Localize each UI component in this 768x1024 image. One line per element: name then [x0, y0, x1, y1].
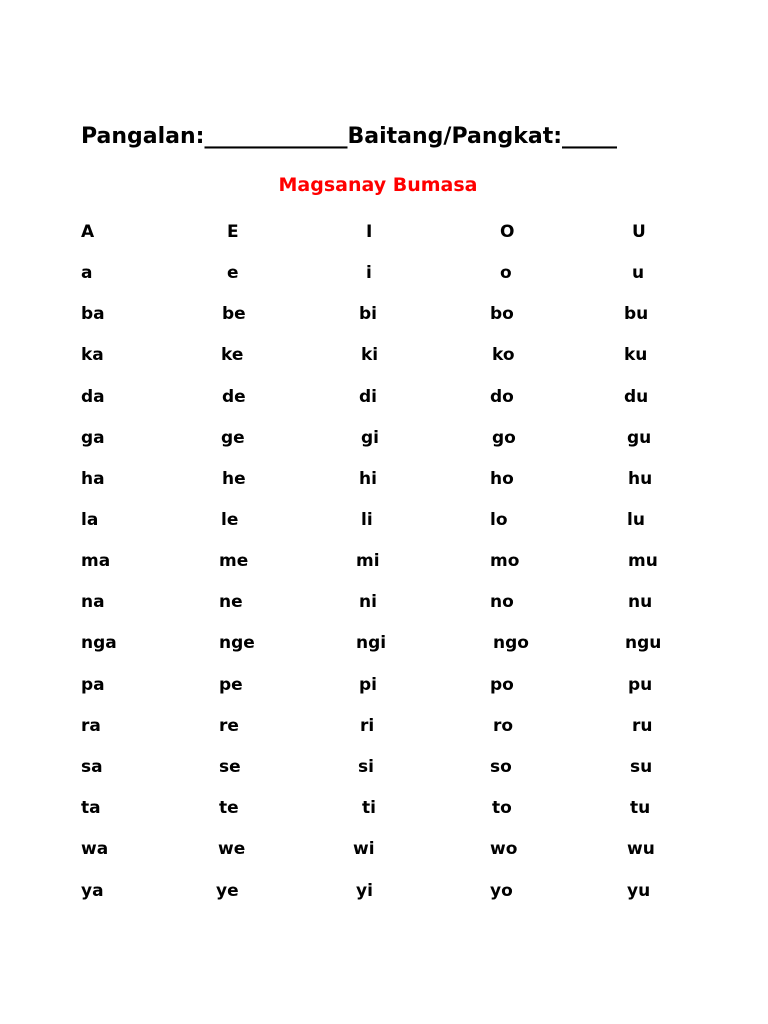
syllable-row: [0, 549, 768, 573]
syllable-cell: yi: [356, 881, 373, 901]
syllable-row: [0, 385, 768, 409]
syllable-cell: ke: [221, 345, 244, 365]
syllable-cell: la: [81, 510, 99, 530]
syllable-cell: da: [81, 387, 105, 407]
syllable-cell: ho: [490, 469, 514, 489]
syllable-cell: ngi: [356, 633, 387, 653]
syllable-cell: hu: [628, 469, 653, 489]
syllable-cell: ko: [492, 345, 515, 365]
syllable-row: [0, 590, 768, 614]
syllable-cell: do: [490, 387, 514, 407]
syllable-cell: wo: [490, 839, 518, 859]
syllable-cell: ta: [81, 798, 101, 818]
syllable-cell: E: [227, 222, 239, 242]
syllable-cell: du: [624, 387, 649, 407]
syllable-cell: de: [222, 387, 246, 407]
syllable-row: [0, 343, 768, 367]
syllable-cell: mi: [356, 551, 380, 571]
syllable-cell: bo: [490, 304, 514, 324]
syllable-cell: nge: [219, 633, 255, 653]
syllable-cell: tu: [630, 798, 651, 818]
syllable-cell: wu: [627, 839, 655, 859]
syllable-row: [0, 426, 768, 450]
syllable-cell: to: [492, 798, 512, 818]
syllable-cell: hi: [359, 469, 377, 489]
syllable-cell: bi: [359, 304, 377, 324]
syllable-cell: pa: [81, 675, 105, 695]
syllable-cell: ti: [362, 798, 376, 818]
syllable-row: [0, 673, 768, 697]
syllable-cell: he: [222, 469, 246, 489]
syllable-cell: nu: [628, 592, 653, 612]
syllable-row: [0, 631, 768, 655]
syllable-cell: I: [366, 222, 373, 242]
syllable-row: [0, 302, 768, 326]
syllable-cell: ga: [81, 428, 105, 448]
syllable-cell: yo: [490, 881, 513, 901]
syllable-cell: we: [218, 839, 246, 859]
syllable-cell: ha: [81, 469, 105, 489]
syllable-cell: i: [366, 263, 372, 283]
syllable-cell: di: [359, 387, 377, 407]
syllable-cell: u: [632, 263, 645, 283]
syllable-cell: ri: [360, 716, 375, 736]
name-grade-line: Pangalan:_____________Baitang/Pangkat:_____: [81, 124, 618, 149]
syllable-row: [0, 837, 768, 861]
syllable-cell: O: [500, 222, 515, 242]
syllable-row: [0, 508, 768, 532]
syllable-cell: U: [632, 222, 646, 242]
syllable-cell: sa: [81, 757, 103, 777]
syllable-cell: ki: [361, 345, 379, 365]
syllable-cell: go: [492, 428, 516, 448]
syllable-cell: mu: [628, 551, 658, 571]
syllable-cell: le: [221, 510, 239, 530]
syllable-cell: ye: [216, 881, 239, 901]
syllable-cell: ku: [624, 345, 648, 365]
syllable-row: [0, 220, 768, 244]
syllable-cell: ya: [81, 881, 104, 901]
syllable-cell: ru: [632, 716, 653, 736]
syllable-cell: mo: [490, 551, 520, 571]
syllable-cell: wi: [353, 839, 375, 859]
syllable-cell: lu: [627, 510, 645, 530]
syllable-cell: so: [490, 757, 512, 777]
syllable-cell: ne: [219, 592, 243, 612]
syllable-cell: e: [227, 263, 239, 283]
syllable-cell: ni: [359, 592, 377, 612]
syllable-cell: na: [81, 592, 105, 612]
syllable-row: [0, 261, 768, 285]
syllable-cell: be: [222, 304, 246, 324]
syllable-cell: gi: [361, 428, 379, 448]
worksheet-title: Magsanay Bumasa: [278, 174, 478, 196]
syllable-cell: yu: [627, 881, 651, 901]
syllable-cell: se: [219, 757, 241, 777]
syllable-cell: ngo: [493, 633, 529, 653]
syllable-row: [0, 796, 768, 820]
syllable-cell: si: [358, 757, 374, 777]
syllable-cell: nga: [81, 633, 117, 653]
syllable-row: [0, 755, 768, 779]
syllable-cell: po: [490, 675, 514, 695]
syllable-cell: no: [490, 592, 514, 612]
syllable-row: [0, 714, 768, 738]
syllable-cell: gu: [627, 428, 652, 448]
syllable-cell: su: [630, 757, 653, 777]
syllable-cell: o: [500, 263, 512, 283]
syllable-cell: ge: [221, 428, 245, 448]
syllable-cell: ba: [81, 304, 105, 324]
syllable-row: [0, 467, 768, 491]
syllable-cell: A: [81, 222, 95, 242]
syllable-cell: bu: [624, 304, 649, 324]
syllable-cell: te: [219, 798, 239, 818]
syllable-row: [0, 879, 768, 903]
syllable-cell: ngu: [625, 633, 662, 653]
syllable-cell: a: [81, 263, 93, 283]
syllable-cell: wa: [81, 839, 109, 859]
syllable-cell: pu: [628, 675, 653, 695]
syllable-cell: re: [219, 716, 239, 736]
syllable-cell: pi: [359, 675, 377, 695]
syllable-cell: ra: [81, 716, 101, 736]
syllable-cell: ka: [81, 345, 104, 365]
syllable-cell: pe: [219, 675, 243, 695]
syllable-cell: ma: [81, 551, 111, 571]
syllable-cell: ro: [493, 716, 514, 736]
syllable-cell: lo: [490, 510, 508, 530]
syllable-cell: me: [219, 551, 249, 571]
syllable-cell: li: [361, 510, 373, 530]
